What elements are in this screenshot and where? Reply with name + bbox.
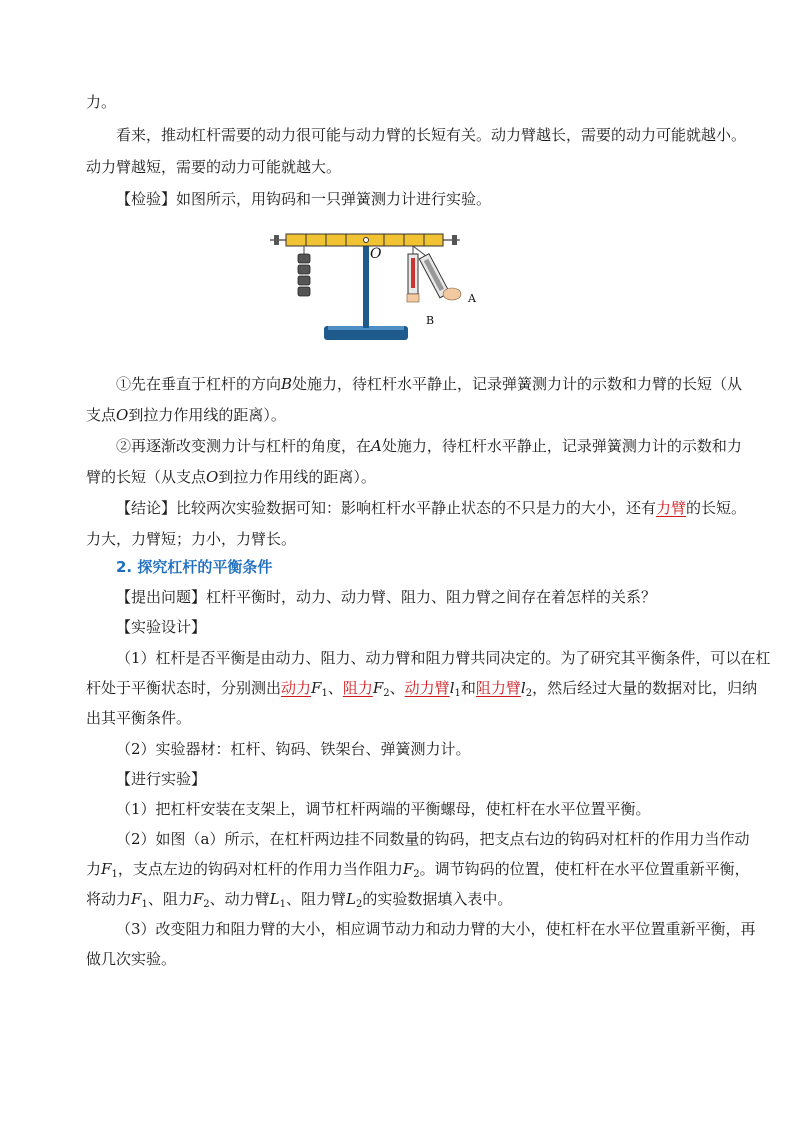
stand-pole bbox=[363, 242, 369, 328]
answer-blank: 阻力臂 bbox=[475, 679, 521, 697]
spring-scale-b bbox=[407, 254, 419, 302]
pivot-point bbox=[364, 238, 369, 243]
answer-blank: 阻力 bbox=[342, 679, 373, 697]
text-line: 力$F_1$，支点左边的钩码对杠杆的作用力当作阻力$F_2$。调节钩码的位置，使杠杆在水平位置重新平衡， bbox=[86, 860, 750, 880]
text-line: （1）杠杆是否平衡是由动力、阻力、动力臂和阻力臂共同决定的。为了研究其平衡条件，可以在杠 bbox=[116, 649, 771, 667]
text-line: 动力臂越短，需要的动力可能就越大。 bbox=[86, 158, 342, 176]
text-line: 臂的长短（从支点O到拉力作用线的距离）。 bbox=[86, 468, 376, 486]
text-line: 出其平衡条件。 bbox=[86, 709, 192, 727]
text-line: 力大，力臂短；力小，力臂长。 bbox=[86, 530, 297, 548]
text-line: （2）实验器材：杠杆、钩码、铁架台、弹簧测力计。 bbox=[116, 740, 471, 758]
text-line: 看来，推动杠杆需要的动力很可能与动力臂的长短有关。动力臂越长，需要的动力可能就越小。 bbox=[116, 126, 747, 144]
text-line: （3）改变阻力和阻力臂的大小，相应调节动力和动力臂的大小，使杠杆在水平位置重新平衡，再 bbox=[116, 920, 756, 938]
label-b: B bbox=[426, 314, 435, 327]
answer-blank: 动力 bbox=[281, 679, 312, 697]
lever-experiment-figure bbox=[266, 224, 492, 348]
text-line: 【进行实验】 bbox=[116, 770, 207, 788]
text-line: ②再逐渐改变测力计与杠杆的角度，在A处施力，待杠杆水平静止，记录弹簧测力计的示数和力 bbox=[116, 437, 742, 455]
text-line: 【检验】如图所示，用钩码和一只弹簧测力计进行实验。 bbox=[116, 190, 492, 208]
text-line: 【提出问题】杠杆平衡时，动力、动力臂、阻力、阻力臂之间存在着怎样的关系？ bbox=[116, 588, 657, 606]
answer-blank: 动力臂 bbox=[404, 679, 450, 697]
label-o: O bbox=[370, 246, 382, 262]
text-line: 支点O到拉力作用线的距离）。 bbox=[86, 406, 286, 424]
text-line: 做几次实验。 bbox=[86, 950, 177, 968]
text-line: 将动力$F_1$、阻力$F_2$、动力臂$L_1$、阻力臂$L_2$的实验数据填入表中。 bbox=[86, 890, 513, 910]
text-line: 力。 bbox=[86, 93, 117, 111]
hand-a bbox=[443, 288, 461, 300]
label-a: A bbox=[468, 292, 476, 305]
text-line: 杆处于平衡状态时，分别测出动力$F_1$、阻力$F_2$、动力臂$l_1$和阻力臂$l_2$，然后经过大量的数据对比，归纳 bbox=[86, 679, 758, 699]
text-line: （2）如图（a）所示，在杠杆两边挂不同数量的钩码，把支点右边的钩码对杠杆的作用力当作动 bbox=[116, 830, 750, 848]
answer-blank: 力臂 bbox=[656, 499, 687, 517]
section-heading: 2. 探究杠杆的平衡条件 bbox=[116, 558, 273, 576]
text-line: （1）把杠杆安装在支架上，调节杠杆两端的平衡螺母，使杠杆在水平位置平衡。 bbox=[116, 800, 651, 818]
hook-weights bbox=[298, 254, 310, 296]
text-line: 【结论】比较两次实验数据可知：影响杠杆水平静止状态的不只是力的大小，还有力臂的长短。 bbox=[116, 499, 747, 517]
text-line: ①先在垂直于杠杆的方向B处施力，待杠杆水平静止，记录弹簧测力计的示数和力臂的长短（从 bbox=[116, 375, 743, 393]
text-line: 【实验设计】 bbox=[116, 618, 207, 636]
